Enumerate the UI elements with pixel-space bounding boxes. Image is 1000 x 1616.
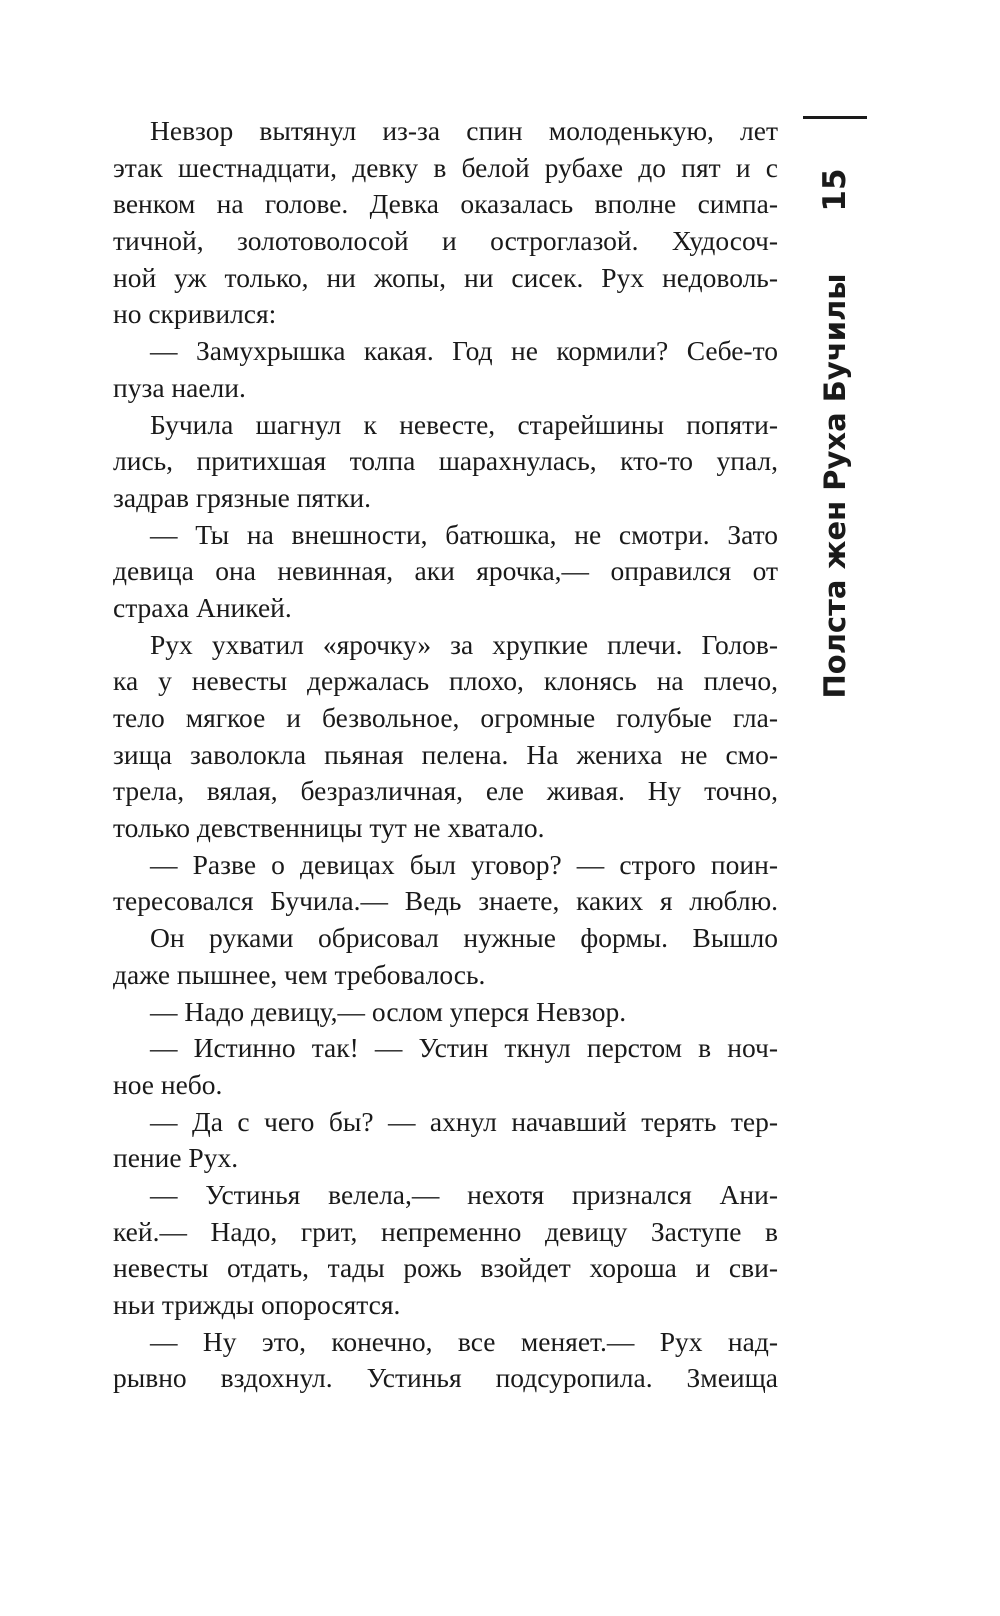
text-line: ньи трижды опоросятся. <box>113 1289 401 1320</box>
text-line: — Да с чего бы? — ахнул начавший терять тер- <box>150 1105 778 1137</box>
text-line: Он руками обрисовал нужные формы. Вышло <box>150 922 778 954</box>
text-line: ка у невесты держалась плохо, клонясь на плечо, <box>113 665 778 697</box>
text-line: ной уж только, ни жопы, ни сисек. Рух недоволь- <box>113 261 778 293</box>
page-number: 15 <box>817 168 853 212</box>
text-line: страха Аникей. <box>113 591 292 623</box>
text-line: венком на голове. Девка оказалась вполне симпа- <box>113 188 778 220</box>
text-line: — Устинья велела,— нехотя признался Ани- <box>150 1178 778 1210</box>
text-line: — Истинно так! — Устин ткнул перстом в ноч- <box>150 1032 778 1064</box>
text-line: задрав грязные пятки. <box>113 481 372 513</box>
text-line: — Надо девицу,— ослом уперся Невзор. <box>150 995 627 1027</box>
text-line: Бучила шагнул к невесте, старейшины попяти- <box>150 408 778 440</box>
text-line: — Ты на внешности, батюшка, не смотри. Зато <box>150 518 778 550</box>
text-line: Невзор вытянул из-за спин молоденькую, лет <box>150 115 778 146</box>
text-line: пуза наели. <box>113 371 246 403</box>
text-line: тересовался Бучила.— Ведь знаете, каких я люблю. <box>113 885 778 917</box>
header-rule <box>803 116 867 119</box>
text-line: трела, вялая, безразличная, еле живая. Ну точно, <box>113 775 778 807</box>
text-line: даже пышнее, чем требовалось. <box>113 958 486 990</box>
text-line: только девственницы тут не хватало. <box>113 812 545 844</box>
text-line: Рух ухватил «ярочку» за хрупкие плечи. Голов- <box>150 628 778 660</box>
text-line: — Ну это, конечно, все меняет.— Рух над- <box>150 1325 778 1357</box>
text-line: но скривился: <box>113 298 277 330</box>
text-line: — Разве о девицах был уговор? — строго поин- <box>150 848 778 880</box>
text-line: тичной, золотоволосой и остроглазой. Худосоч- <box>113 225 778 257</box>
text-line: тело мягкое и безвольное, огромные голубые гла- <box>113 702 778 733</box>
text-line: зища заволокла пьяная пелена. На жениха не смо- <box>113 738 778 770</box>
text-line: — Замухрышка какая. Год не кормили? Себе-то <box>150 335 778 367</box>
body-text <box>113 113 778 1397</box>
text-line: девица она невинная, аки ярочка,— оправился от <box>113 555 778 587</box>
text-line: невесты отдать, тады рожь взойдет хороша и сви- <box>113 1252 778 1284</box>
text-line: пение Рух. <box>113 1142 239 1174</box>
text-line: ное небо. <box>113 1068 223 1100</box>
text-line: этак шестнадцати, девку в белой рубахе до пят и с <box>113 151 778 183</box>
running-head: Полста жен Руха Бучилы <box>818 273 852 699</box>
text-line: лись, притихшая толпа шарахнулась, кто-то упал, <box>113 445 778 477</box>
text-line: кей.— Надо, грит, непременно девицу Заступе в <box>113 1215 778 1247</box>
text-line: рывно вздохнул. Устинья подсуропила. Змеища <box>113 1362 778 1394</box>
